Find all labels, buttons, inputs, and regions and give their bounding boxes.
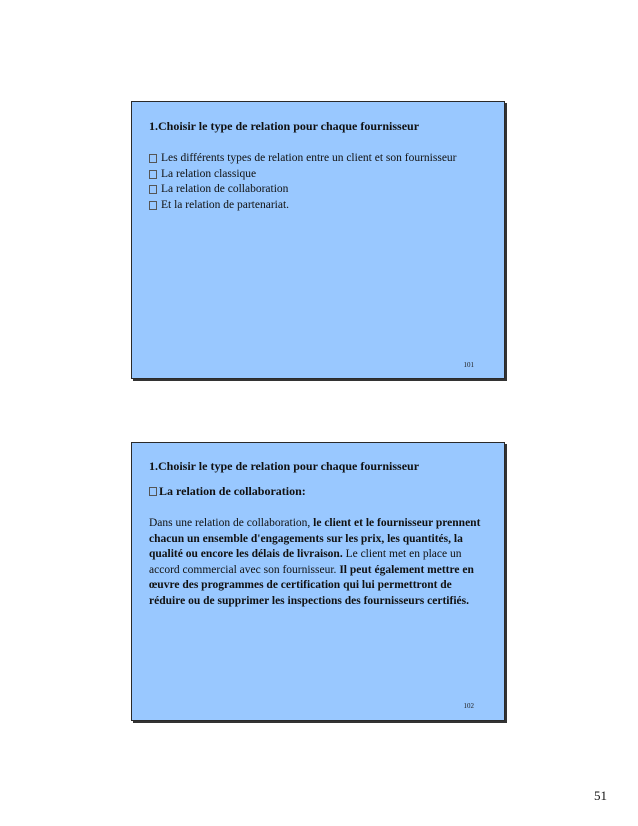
paragraph-bold-text: le client et le fournisseur prennent chacun un ensemble d'engagements sur les prix, les quantités, la qualité ou encore les délais de livraison. — [149, 517, 481, 560]
list-item — [149, 198, 457, 214]
body-paragraph — [149, 516, 489, 609]
paragraph-text: Le client met en place un accord commercial avec son fournisseur. — [149, 548, 462, 576]
slide-title: 1.Choisir le type de relation pour chaque fournisseur — [149, 119, 420, 133]
slide-title: 1.Choisir le type de relation pour chaque fournisseur — [149, 459, 420, 473]
bullet-text: Les différents types de relation entre un client et son fournisseur — [161, 152, 457, 164]
subheading — [149, 484, 306, 499]
slide-number: 102 — [463, 702, 474, 710]
page-number: 51 — [594, 788, 607, 803]
slide-101 — [131, 101, 505, 379]
slide-number: 101 — [463, 361, 474, 369]
bullet-list — [149, 151, 457, 213]
subheading-text: La relation de collaboration: — [159, 484, 306, 498]
bullet-text: Et la relation de partenariat. — [161, 198, 290, 211]
bullet-text: La relation classique — [161, 167, 257, 180]
bullet-box-icon — [149, 487, 157, 496]
bullet-text: La relation de collaboration — [161, 183, 289, 195]
list-item — [149, 151, 457, 167]
bullet-box-icon — [149, 170, 157, 179]
bullet-box-icon — [149, 154, 157, 163]
list-item — [149, 182, 457, 198]
slide-102 — [131, 442, 505, 721]
paragraph-bold-text: Il peut également mettre en œuvre des programmes de certification qui lui permettront de réduire ou de supprimer les inspections des fournisseurs certifiés. — [149, 563, 474, 607]
bullet-box-icon — [149, 201, 157, 210]
bullet-box-icon — [149, 185, 157, 194]
list-item — [149, 167, 457, 183]
paragraph-text: Dans une relation de collaboration, — [149, 517, 314, 529]
